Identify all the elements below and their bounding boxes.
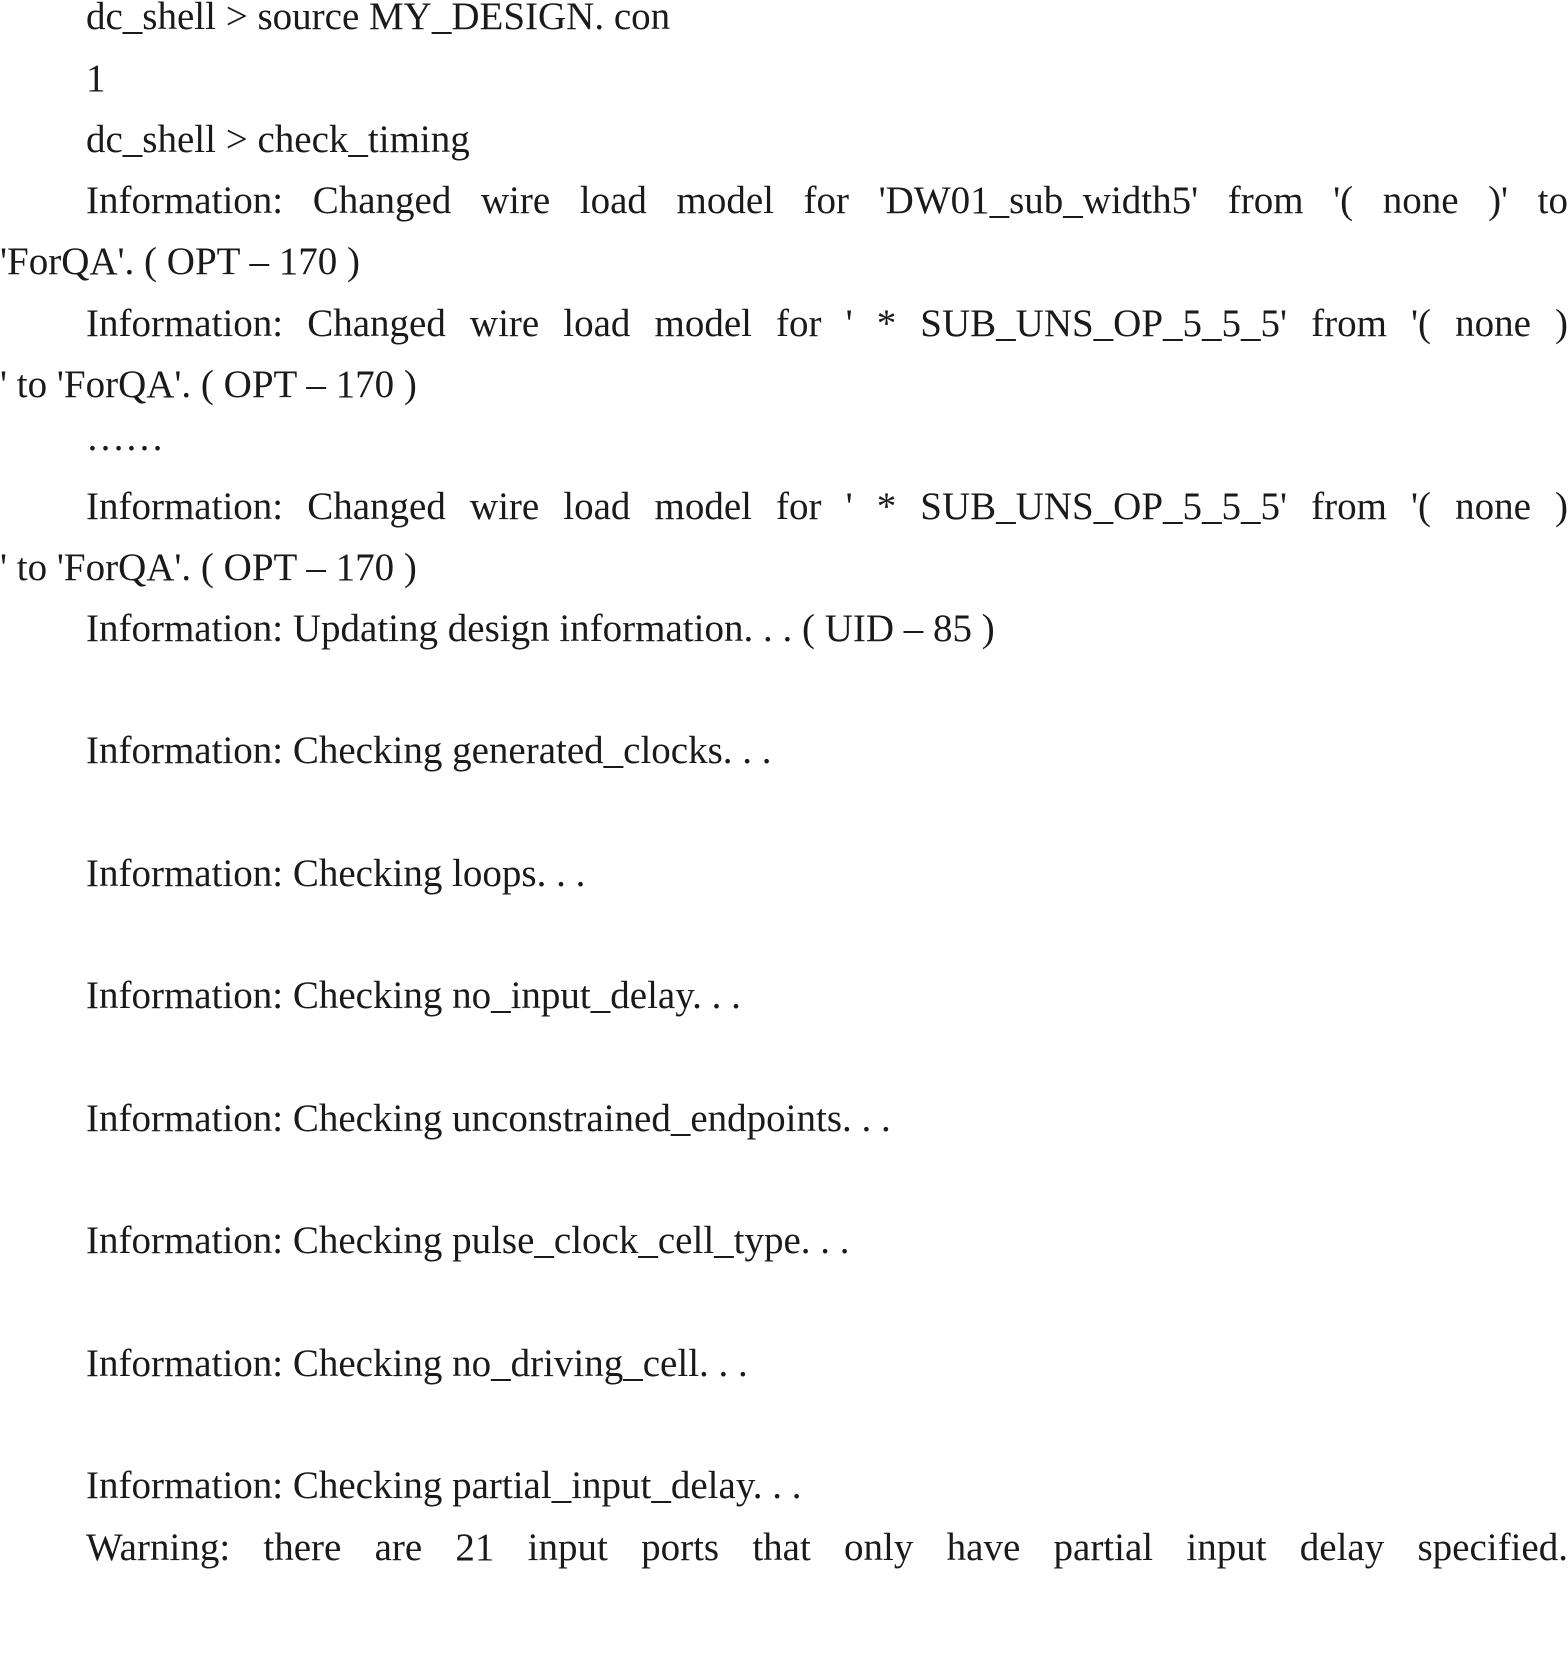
- ellipsis-line: ……: [86, 416, 164, 459]
- info-line-wire-load-1: Information: Changed wire load model for 'DW01_sub_width5' from '( none )' to: [86, 179, 1568, 222]
- command-line-source: dc_shell > source MY_DESIGN. con: [86, 0, 671, 38]
- info-line-wire-load-2: Information: Changed wire load model for ' * SUB_UNS_OP_5_5_5' from '( none ): [86, 302, 1568, 345]
- command-return-value: 1: [86, 57, 106, 100]
- info-line-wire-load-1-cont: 'ForQA'. ( OPT – 170 ): [0, 240, 361, 283]
- info-line-partial-input-delay: Information: Checking partial_input_delay. . .: [86, 1464, 802, 1507]
- info-line-pulse-clock-cell-type: Information: Checking pulse_clock_cell_type. . .: [86, 1219, 850, 1262]
- info-line-wire-load-2-cont: ' to 'ForQA'. ( OPT – 170 ): [0, 363, 417, 406]
- info-line-wire-load-3: Information: Changed wire load model for ' * SUB_UNS_OP_5_5_5' from '( none ): [86, 485, 1568, 528]
- info-line-no-driving-cell: Information: Checking no_driving_cell. . .: [86, 1342, 748, 1385]
- info-line-no-input-delay: Information: Checking no_input_delay. . .: [86, 974, 741, 1017]
- warning-line-partial-input-delay: Warning: there are 21 input ports that only have partial input delay specified.: [86, 1526, 1568, 1569]
- info-line-updating-design: Information: Updating design information. . . ( UID – 85 ): [86, 607, 995, 650]
- info-line-generated-clocks: Information: Checking generated_clocks. . .: [86, 729, 772, 772]
- command-line-check-timing: dc_shell > check_timing: [86, 118, 470, 161]
- info-line-wire-load-3-cont: ' to 'ForQA'. ( OPT – 170 ): [0, 546, 417, 589]
- info-line-loops: Information: Checking loops. . .: [86, 852, 586, 895]
- info-line-unconstrained-endpoints: Information: Checking unconstrained_endpoints. . .: [86, 1097, 891, 1140]
